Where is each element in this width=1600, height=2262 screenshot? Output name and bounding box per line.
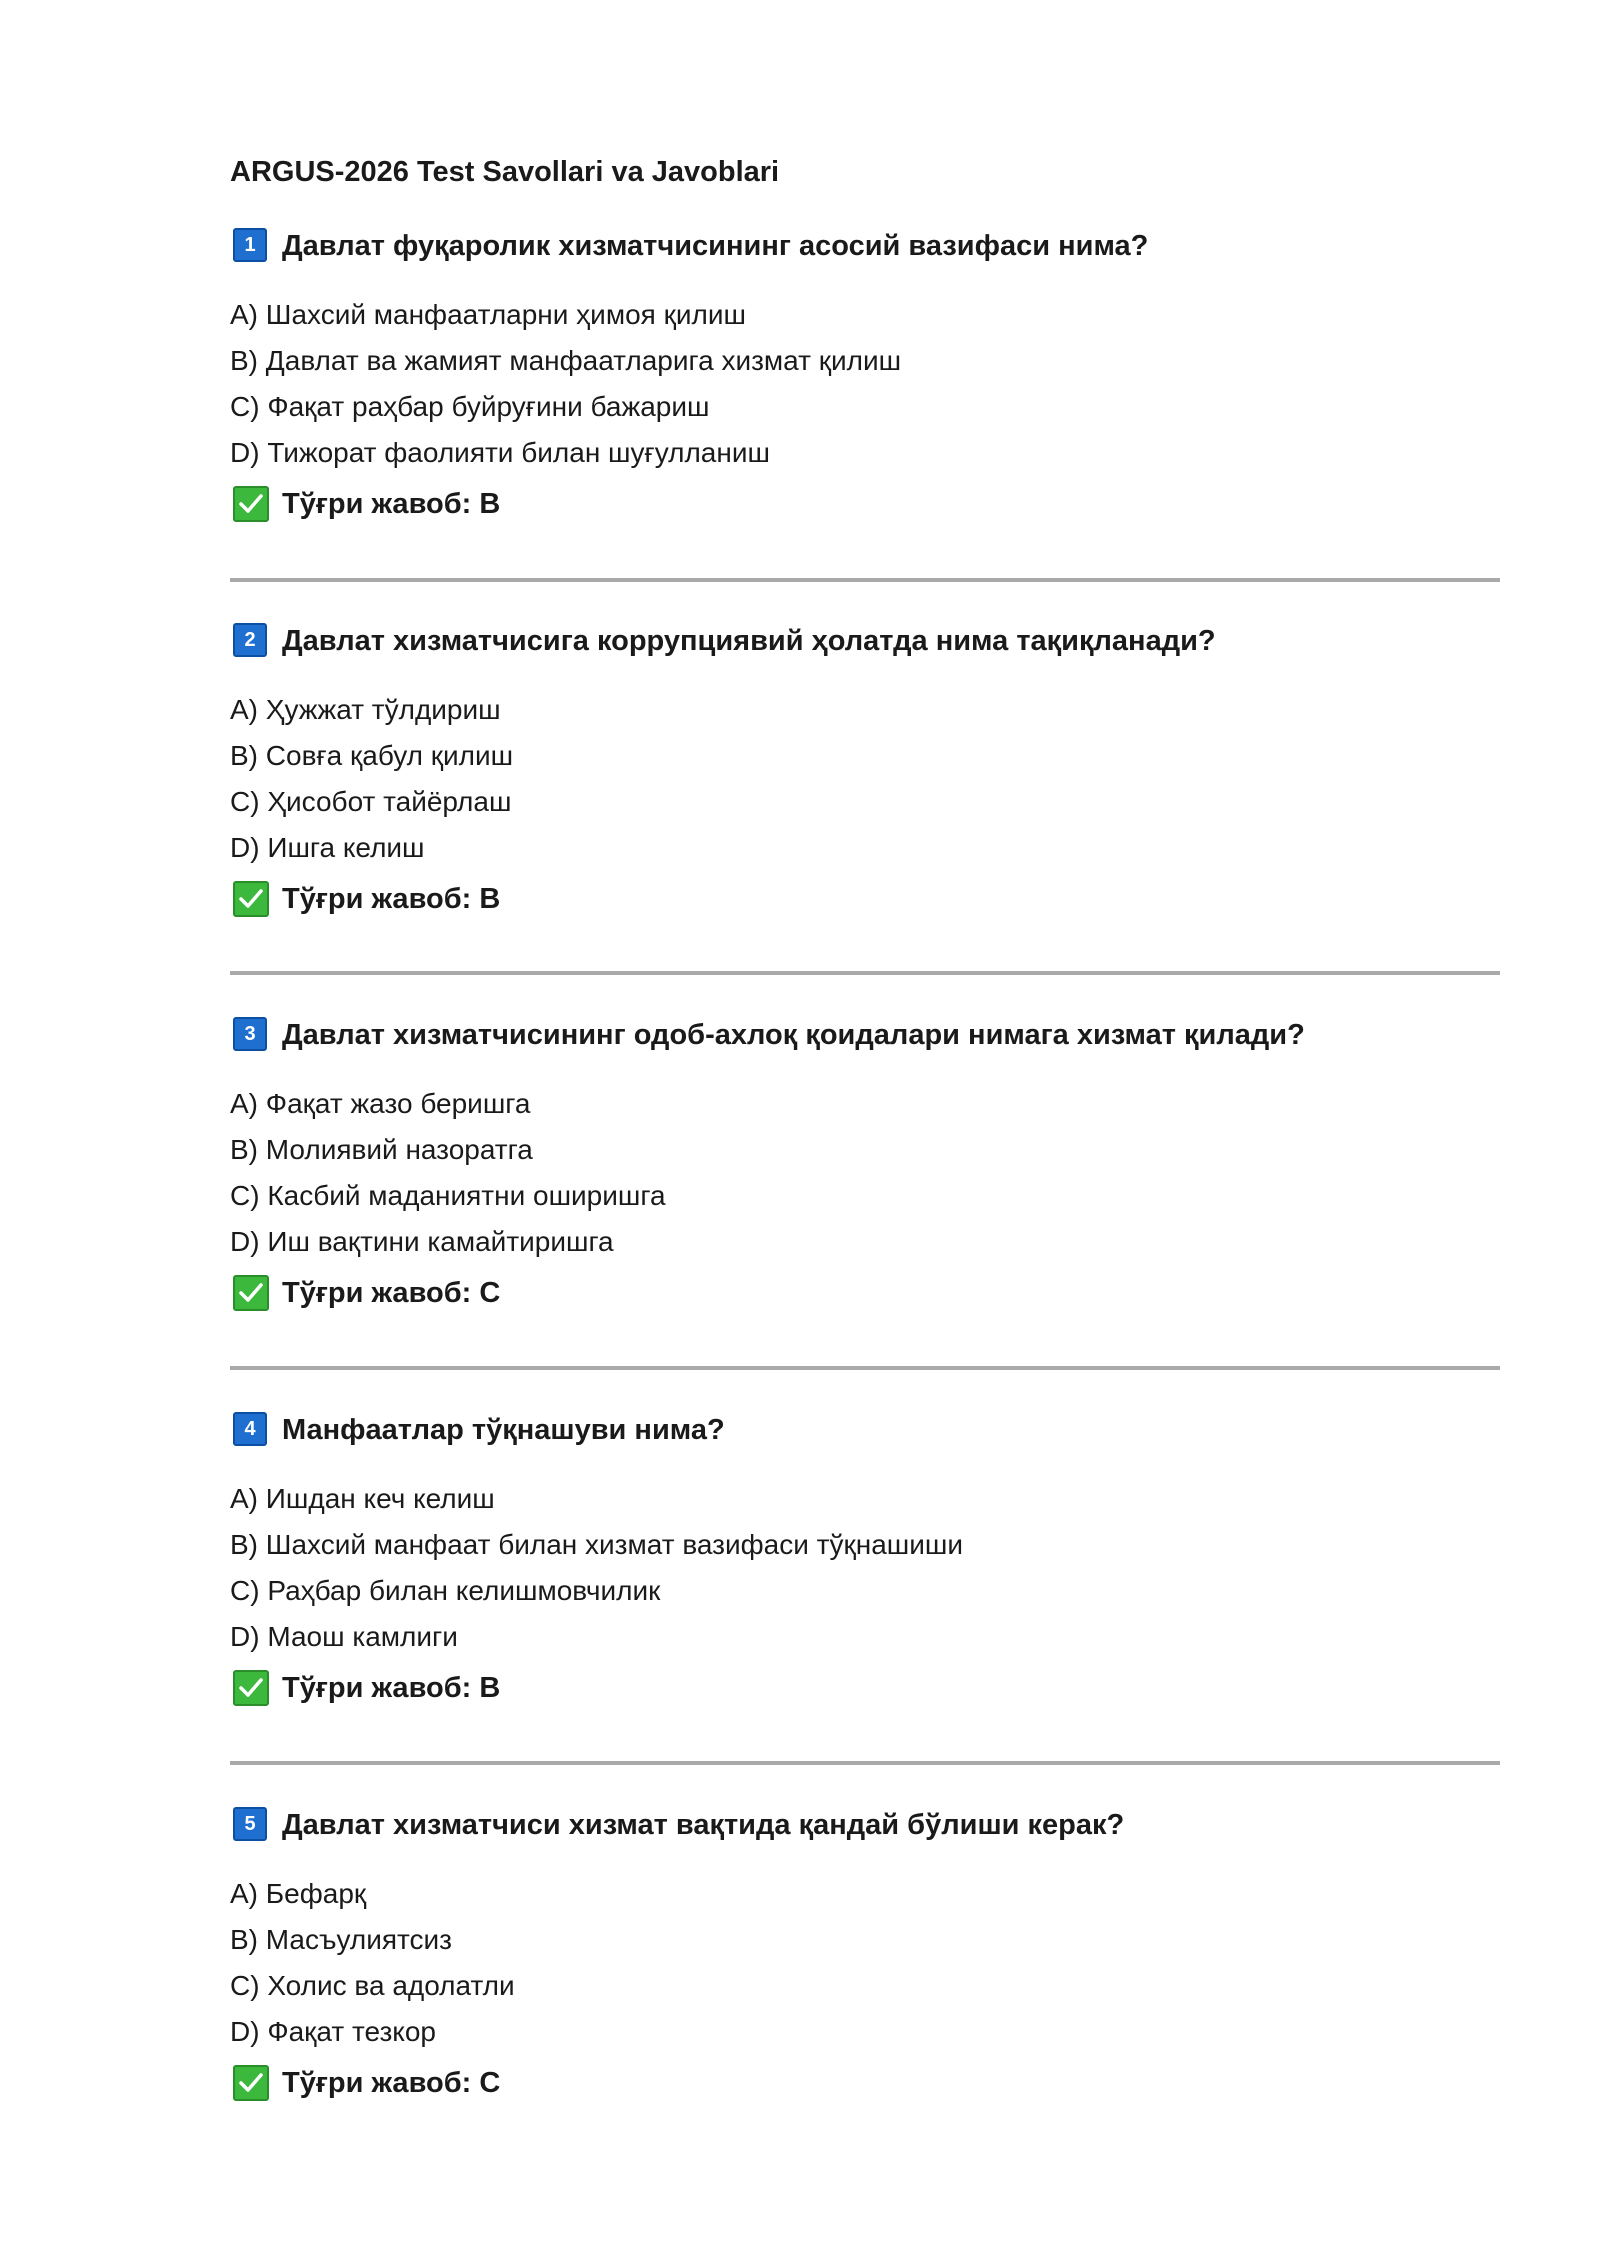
option-b: B) Совға қабул қилиш <box>230 740 514 771</box>
option-d: D) Тижорат фаолияти билан шуғулланиш <box>230 437 770 468</box>
option-c: C) Касбий маданиятни оширишга <box>230 1180 666 1211</box>
keycap-number-icon: 1 <box>233 228 267 262</box>
document-title: ARGUS-2026 Test Savollari va Javoblari <box>230 156 780 188</box>
question-header <box>230 224 1500 268</box>
correct-answer <box>230 1666 830 1710</box>
options-list <box>230 1081 666 1265</box>
options-list <box>230 1871 515 2055</box>
question-text: Давлат хизматчисига коррупциявий ҳолатда нима тақиқланади? <box>282 625 1216 657</box>
correct-answer <box>230 877 830 921</box>
correct-answer <box>230 1271 830 1315</box>
question-4 <box>230 1408 1500 1704</box>
option-d: D) Фақат тезкор <box>230 2016 437 2047</box>
answer-text: Тўғри жавоб: B <box>282 488 501 520</box>
option-a: A) Шахсий манфаатларни ҳимоя қилиш <box>230 299 746 330</box>
option-d: D) Ишга келиш <box>230 832 425 863</box>
answer-text: Тўғри жавоб: C <box>282 1277 501 1309</box>
option-a: A) Ишдан кеч келиш <box>230 1483 495 1514</box>
section-divider <box>230 1366 1500 1370</box>
option-c: C) Ҳисобот тайёрлаш <box>230 786 512 817</box>
option-b: B) Масъулиятсиз <box>230 1924 453 1955</box>
question-header <box>230 619 1500 663</box>
question-header <box>230 1013 1500 1057</box>
option-d: D) Маош камлиги <box>230 1621 458 1652</box>
question-header <box>230 1408 1500 1452</box>
option-b: B) Давлат ва жамият манфаатларига хизмат қилиш <box>230 345 902 376</box>
question-3 <box>230 1013 1500 1309</box>
option-a: A) Бефарқ <box>230 1878 367 1909</box>
question-text: Давлат фуқаролик хизматчисининг асосий вазифаси нима? <box>282 230 1149 262</box>
section-divider <box>230 971 1500 975</box>
question-2 <box>230 619 1500 915</box>
options-list <box>230 292 901 476</box>
check-mark-button-icon <box>233 486 269 522</box>
check-mark-button-icon <box>233 1670 269 1706</box>
answer-text: Тўғри жавоб: B <box>282 1672 501 1704</box>
option-d: D) Иш вақтини камайтиришга <box>230 1226 614 1257</box>
keycap-number-icon: 3 <box>233 1017 267 1051</box>
section-divider <box>230 578 1500 582</box>
check-mark-button-icon <box>233 881 269 917</box>
correct-answer <box>230 482 830 526</box>
option-a: A) Фақат жазо беришга <box>230 1088 531 1119</box>
keycap-number-icon: 5 <box>233 1807 267 1841</box>
question-1 <box>230 224 1500 520</box>
correct-answer <box>230 2061 830 2105</box>
option-b: B) Шахсий манфаат билан хизмат вазифаси тўқнашиши <box>230 1529 963 1560</box>
option-a: A) Ҳужжат тўлдириш <box>230 694 501 725</box>
question-5 <box>230 1803 1500 2099</box>
check-mark-button-icon <box>233 2065 269 2101</box>
option-c: C) Фақат раҳбар буйруғини бажариш <box>230 391 710 422</box>
check-mark-button-icon <box>233 1275 269 1311</box>
answer-text: Тўғри жавоб: B <box>282 883 501 915</box>
options-list <box>230 1476 963 1660</box>
question-text: Давлат хизматчиси хизмат вақтида қандай бўлиши керак? <box>282 1809 1125 1841</box>
keycap-number-icon: 4 <box>233 1412 267 1446</box>
answer-text: Тўғри жавоб: C <box>282 2067 501 2099</box>
section-divider <box>230 1761 1500 1765</box>
question-text: Давлат хизматчисининг одоб-ахлоқ қоидалари нимага хизмат қилади? <box>282 1019 1305 1051</box>
option-c: C) Раҳбар билан келишмовчилик <box>230 1575 661 1606</box>
question-text: Манфаатлар тўқнашуви нима? <box>282 1414 725 1446</box>
option-c: C) Холис ва адолатли <box>230 1970 515 2001</box>
options-list <box>230 687 513 871</box>
keycap-number-icon: 2 <box>233 623 267 657</box>
option-b: B) Молиявий назоратга <box>230 1134 533 1165</box>
question-header <box>230 1803 1500 1847</box>
